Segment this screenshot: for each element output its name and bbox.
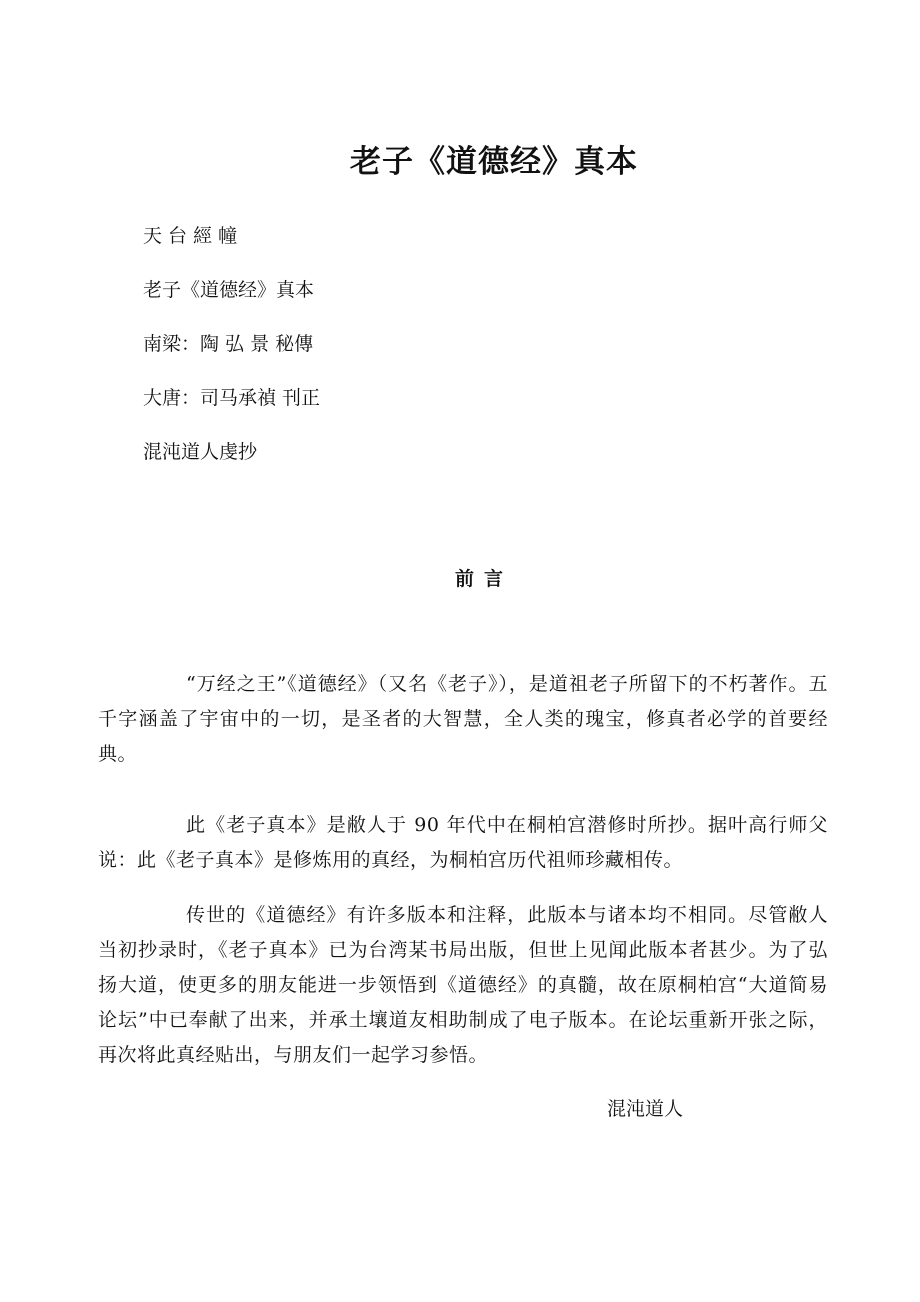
meta-line-transmitter: 南梁：陶 弘 景 秘傳 bbox=[143, 333, 314, 355]
page-title: 老子《道德经》真本 bbox=[350, 144, 638, 180]
meta-line-editor: 大唐：司马承禎 刊正 bbox=[143, 387, 321, 409]
meta-line-copyist: 混沌道人虔抄 bbox=[143, 441, 258, 463]
signature: 混沌道人 bbox=[607, 1098, 684, 1120]
meta-line-inscription: 天 台 經 幢 bbox=[143, 225, 238, 247]
preface-paragraph: “万经之王”《道德经》（又名《老子》），是道祖老子所留下的不朽著作。五千字涵盖了宇宙中的一切，是圣者的大智慧，全人类的瑰宝，修真者必学的首要经典。 bbox=[98, 673, 828, 765]
preface-paragraph: 此《老子真本》是敝人于 90 年代中在桐柏宫潜修时所抄。据叶高行师父说：此《老子真本》是修炼用的真经，为桐柏宫历代祖师珍藏相传。 bbox=[98, 814, 828, 871]
meta-line-book-title: 老子《道德经》真本 bbox=[143, 279, 315, 301]
preface-heading: 前言 bbox=[454, 568, 513, 590]
preface-paragraph: 传世的《道德经》有许多版本和注释，此版本与诸本均不相同。尽管敝人当初抄录时，《老子真本》已为台湾某书局出版，但世上见闻此版本者甚少。为了弘扬大道，使更多的朋友能进一步领悟到《道德经》的真髓，故在原桐柏宫“大道简易论坛”中已奉献了出来，并承土壤道友相助制成了电子版本。在论坛重新开张之际，再次将此真经贴出，与朋友们一起学习参悟。 bbox=[98, 904, 828, 1066]
